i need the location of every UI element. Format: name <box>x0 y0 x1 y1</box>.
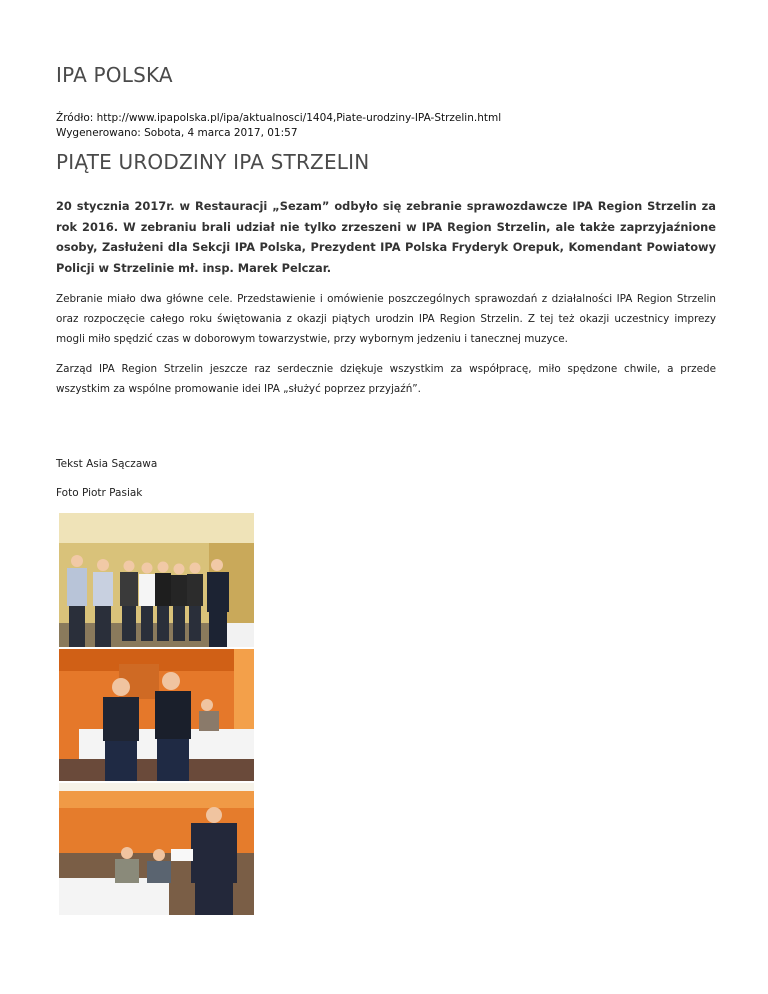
article-paragraph: Zarząd IPA Region Strzelin jeszcze raz serdecznie dziękuje wszystkim za współpracę, miło spędzone chwile, a przede wszystkim za wspólne promowanie idei IPA „służyć poprzez przyjaźń”. <box>56 363 716 395</box>
document-meta <box>56 111 501 141</box>
source-line: Źródło: http://www.ipapolska.pl/ipa/aktualnosci/1404,Piate-urodziny-IPA-Strzelin.html <box>56 112 502 124</box>
site-title: IPA POLSKA <box>56 63 173 87</box>
article-paragraph: Zebranie miało dwa główne cele. Przedstawienie i omówienie poszczególnych sprawozdań z działalności IPA Region Strzelin oraz rozpoczęcie całego roku świętowania z okazji piątych urodzin IPA Region Strzelin. Z tej też okazji uczestnicy imprezy mogli miło spędzić czas w doborowym towarzystwie, przy wybornym jedzeniu i tanecznej muzyce. <box>56 293 716 345</box>
article-lead: 20 stycznia 2017r. w Restauracji „Sezam” odbyło się zebranie sprawozdawcze IPA Region Strzelin za rok 2016. W zebraniu brali udział nie tylko zrzeszeni w IPA Region Strzelin, ale także zaprzyjaźnione osoby, Zasłużeni dla Sekcji IPA Polska, Prezydent IPA Polska Fryderyk Orepuk, Komendant Powiatowy Policji w Strzelinie mł. insp. Marek Pelczar. <box>56 199 716 275</box>
event-photo-group <box>59 513 254 647</box>
event-photo-table <box>59 649 254 781</box>
photo-credit: Foto Piotr Pasiak <box>56 487 143 499</box>
event-photo-speaker <box>59 783 254 915</box>
article-title: PIĄTE URODZINY IPA STRZELIN <box>56 150 370 174</box>
generated-line: Wygenerowano: Sobota, 4 marca 2017, 01:57 <box>56 127 298 139</box>
text-credit: Tekst Asia Sączawa <box>56 458 158 470</box>
